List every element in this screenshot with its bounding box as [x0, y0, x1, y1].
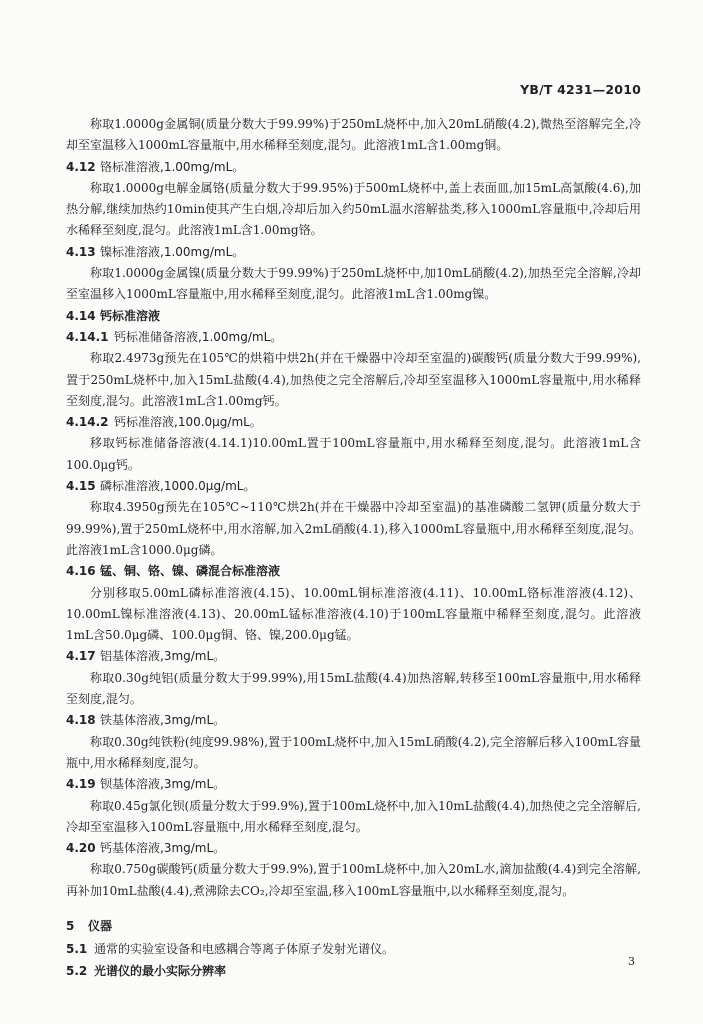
- clause-number: 4.19: [66, 777, 96, 792]
- document-body: [66, 114, 641, 982]
- clause-heading: [66, 476, 641, 497]
- clause-number: 4.14: [66, 308, 96, 323]
- clause-number: 4.12: [66, 159, 96, 174]
- clause-number: 4.16: [66, 564, 96, 579]
- clause-title: 钙标准溶液,100.0μg/mL。: [114, 415, 262, 430]
- clause-title: 光谱仪的最小实际分辨率: [94, 963, 227, 978]
- clause-title: 通常的实验室设备和电感耦合等离子体原子发射光谱仪。: [94, 942, 395, 957]
- paragraph: 称取1.0000g金属镍(质量分数大于99.99%)于250mL烧杯中,加10mL硝酸(4.2),加热至完全溶解,冷却至室温移入1000mL容量瓶中,用水稀释至刻度,混匀。此溶液1mL含1.00mg镍。: [66, 266, 641, 302]
- paragraph: 称取1.0000g电解金属铬(质量分数大于99.95%)于500mL烧杯中,盖上表面皿,加15mL高氯酸(4.6),加热分解,继续加热约10min使其产生白烟,冷却后加入约50mL温水溶解盐类,移入1000mL容量瓶中,冷却后用水稀释至刻度,混匀。此溶液1mL含1.00mg铬。: [66, 180, 641, 238]
- clause-title: 铝基体溶液,3mg/mL。: [100, 649, 226, 664]
- clause-number: 4.15: [66, 479, 96, 494]
- section-title: 仪器: [88, 918, 113, 933]
- clause-number: 4.18: [66, 713, 96, 728]
- clause-number: 4.13: [66, 244, 96, 259]
- paragraph: 称取0.30g纯铝(质量分数大于99.99%),用15mL盐酸(4.4)加热溶解,转移至100mL容量瓶中,用水稀释至刻度,混匀。: [66, 670, 641, 707]
- paragraph: 称取4.3950g预先在105℃~110℃烘2h(并在干燥器中冷却至室温)的基准磷酸二氢钾(质量分数大于99.99%),置于250mL烧杯中,用水溶解,加入2mL硝酸(4.1),移入1000mL容量瓶中,用水稀释至刻度,混匀。此溶液1mL含1000.0μg磷。: [66, 500, 641, 557]
- clause-number: 5.2: [66, 963, 88, 978]
- clause-title: 钙标准储备溶液,1.00mg/mL。: [114, 329, 283, 344]
- paragraph: 称取0.750g碳酸钙(质量分数大于99.9%),置于100mL烧杯中,加入20mL水,滴加盐酸(4.4)到完全溶解,再补加10mL盐酸(4.4),煮沸除去CO₂,冷却至室温,移入100mL容量瓶中,以水稀释至刻度,混匀。: [66, 862, 641, 898]
- clause-title: 锰、铜、铬、镍、磷混合标准溶液: [100, 564, 281, 579]
- clause-heading: [66, 838, 641, 859]
- clause-heading: [66, 646, 641, 667]
- clause-heading: [66, 157, 641, 178]
- paragraph: 移取钙标准储备溶液(4.14.1)10.00mL置于100mL容量瓶中,用水稀释至刻度,混匀。此溶液1mL含100.0μg钙。: [66, 436, 641, 472]
- clause-number: 5.1: [66, 942, 88, 957]
- page-number: 3: [628, 955, 635, 968]
- clause-number: 4.20: [66, 841, 96, 856]
- clause-number: 4.17: [66, 649, 96, 664]
- clause-heading: [66, 306, 641, 327]
- clause-title: 钡基体溶液,3mg/mL。: [100, 777, 226, 792]
- standard-code: YB/T 4231—2010: [520, 82, 641, 97]
- clause-title: 钙基体溶液,3mg/mL。: [100, 841, 226, 856]
- clause-heading: [66, 327, 641, 348]
- clause-heading: [66, 561, 641, 582]
- clause-title: 镍标准溶液,1.00mg/mL。: [100, 244, 245, 259]
- clause-heading: [66, 961, 641, 982]
- clause-number: 4.14.1: [66, 329, 109, 344]
- clause-heading: [66, 774, 641, 795]
- clause-number: 4.14.2: [66, 415, 109, 430]
- clause-heading: [66, 412, 641, 433]
- clause-heading: [66, 939, 641, 960]
- paragraph: 称取2.4973g预先在105℃的烘箱中烘2h(并在干燥器中冷却至室温的)碳酸钙(质量分数大于99.99%),置于250mL烧杯中,加入15mL盐酸(4.4),加热使之完全溶解后,冷却至室温移入1000mL容量瓶中,用水稀释至刻度,混匀。此溶液1mL含1.00mg钙。: [66, 351, 641, 408]
- clause-title: 铁基体溶液,3mg/mL。: [100, 713, 226, 728]
- paragraph: 称取1.0000g金属铜(质量分数大于99.99%)于250mL烧杯中,加入20mL硝酸(4.2),微热至溶解完全,冷却至室温移入1000mL容量瓶中,用水稀释至刻度,混匀。此溶液1mL含1.00mg铜。: [66, 117, 641, 153]
- section-number: 5: [66, 918, 75, 933]
- clause-title: 磷标准溶液,1000.0μg/mL。: [100, 479, 256, 494]
- clause-title: 铬标准溶液,1.00mg/mL。: [100, 159, 245, 174]
- clause-title: 钙标准溶液: [100, 308, 161, 323]
- paragraph: 分别移取5.00mL磷标准溶液(4.15)、10.00mL铜标准溶液(4.11)、10.00mL铬标准溶液(4.12)、10.00mL镍标准溶液(4.13)、20.00mL锰标准溶液(4.10)于100mL容量瓶中稀释至刻度,混匀。此溶液1mL含50.0μg磷、100.0μg铜、铬、镍,200.0μg锰。: [66, 585, 641, 643]
- paragraph: 称取0.30g纯铁粉(纯度99.98%),置于100mL烧杯中,加入15mL硝酸(4.2),完全溶解后移入100mL容量瓶中,用水稀释刻度,混匀。: [66, 734, 641, 770]
- clause-heading: [66, 710, 641, 731]
- section-heading: [66, 916, 641, 937]
- clause-heading: [66, 242, 641, 263]
- paragraph: 称取0.45g氯化钡(质量分数大于99.9%),置于100mL烧杯中,加入10mL盐酸(4.4),加热使之完全溶解后,冷却至室温移入100mL容量瓶中,用水稀释至刻度,混匀。: [66, 798, 641, 834]
